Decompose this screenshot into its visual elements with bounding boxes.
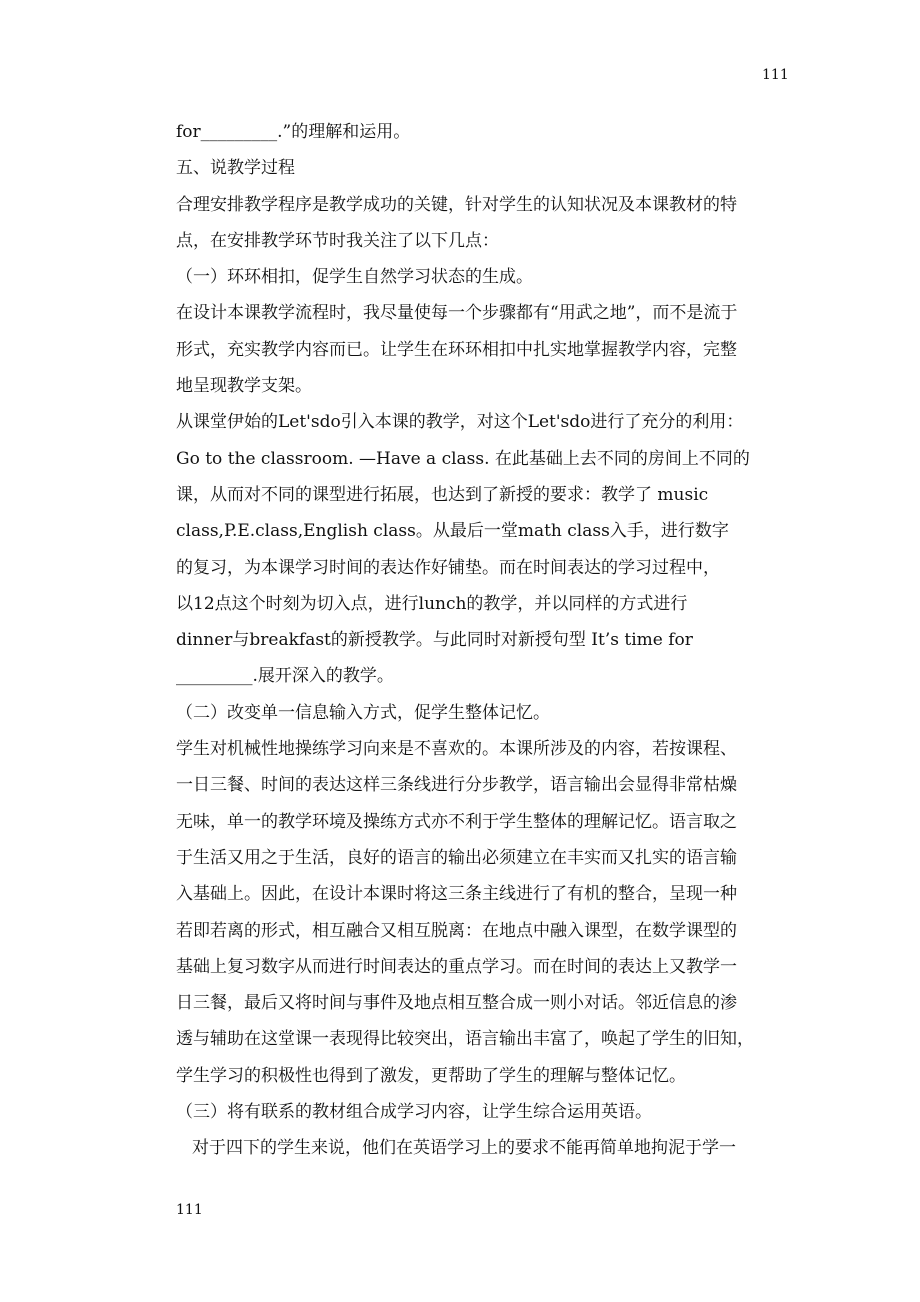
text-line: Go to the classroom. —Have a class. 在此基础上去不同的房间上不同的 bbox=[176, 448, 750, 469]
text-line: 地呈现教学支架。 bbox=[176, 376, 312, 397]
text-line: dinner与breakfast的新授教学。与此同时对新授句型 It’s time for bbox=[176, 630, 693, 651]
text-line: 的复习，为本课学习时间的表达作好铺垫。而在时间表达的学习过程中， bbox=[176, 557, 720, 578]
subsection-heading: （三）将有联系的教材组合成学习内容，让学生综合运用英语。 bbox=[176, 1102, 652, 1123]
text-line: 基础上复习数字从而进行时间表达的重点学习。而在时间的表达上又教学一 bbox=[176, 956, 737, 977]
text-line: _________.展开深入的教学。 bbox=[176, 666, 394, 687]
text-line: 在设计本课教学流程时，我尽量使每一个步骤都有“用武之地”，而不是流于 bbox=[176, 303, 738, 324]
text-line: 合理安排教学程序是教学成功的关键，针对学生的认知状况及本课教材的特 bbox=[176, 194, 737, 215]
subsection-heading: （一）环环相扣，促学生自然学习状态的生成。 bbox=[176, 267, 533, 288]
subsection-heading: （二）改变单一信息输入方式，促学生整体记忆。 bbox=[176, 702, 550, 723]
document-body bbox=[176, 114, 756, 1167]
text-line: 从课堂伊始的Let'sdo引入本课的教学，对这个Let'sdo进行了充分的利用： bbox=[176, 412, 744, 433]
text-line: 学生学习的积极性也得到了激发，更帮助了学生的理解与整体记忆。 bbox=[176, 1065, 686, 1086]
text-line: 课，从而对不同的课型进行拓展，也达到了新授的要求：教学了 music bbox=[176, 484, 709, 505]
text-line: class,P.E.class,English class。从最后一堂math class入手，进行数字 bbox=[176, 521, 729, 542]
text-line: 以12点这个时刻为切入点，进行lunch的教学，并以同样的方式进行 bbox=[176, 593, 688, 614]
footer-page-number: 111 bbox=[176, 1202, 203, 1218]
header-page-number: 111 bbox=[762, 67, 789, 83]
text-line: 点，在安排教学环节时我关注了以下几点： bbox=[176, 230, 499, 251]
text-line: for_________.”的理解和运用。 bbox=[176, 122, 411, 142]
text-line: 一日三餐、时间的表达这样三条线进行分步教学，语言输出会显得非常枯燥 bbox=[176, 775, 737, 796]
text-line: 无味，单一的教学环境及操练方式亦不利于学生整体的理解记忆。语言取之 bbox=[176, 811, 737, 832]
text-line: 学生对机械性地操练学习向来是不喜欢的。本课所涉及的内容，若按课程、 bbox=[176, 739, 737, 760]
text-line: 透与辅助在这堂课一表现得比较突出，语言输出丰富了，唤起了学生的旧知， bbox=[176, 1029, 754, 1050]
text-line: 于生活又用之于生活，良好的语言的输出必须建立在丰实而又扎实的语言输 bbox=[176, 847, 737, 868]
text-line: 对于四下的学生来说，他们在英语学习上的要求不能再简单地拘泥于学一 bbox=[192, 1138, 736, 1159]
text-line: 入基础上。因此，在设计本课时将这三条主线进行了有机的整合，呈现一种 bbox=[176, 884, 737, 905]
text-line: 若即若离的形式，相互融合又相互脱离：在地点中融入课型，在数学课型的 bbox=[176, 920, 737, 941]
text-line: 日三餐，最后又将时间与事件及地点相互整合成一则小对话。邻近信息的渗 bbox=[176, 993, 737, 1014]
text-line: 形式，充实教学内容而已。让学生在环环相扣中扎实地掌握教学内容，完整 bbox=[176, 339, 737, 360]
section-heading: 五、说教学过程 bbox=[176, 158, 295, 179]
